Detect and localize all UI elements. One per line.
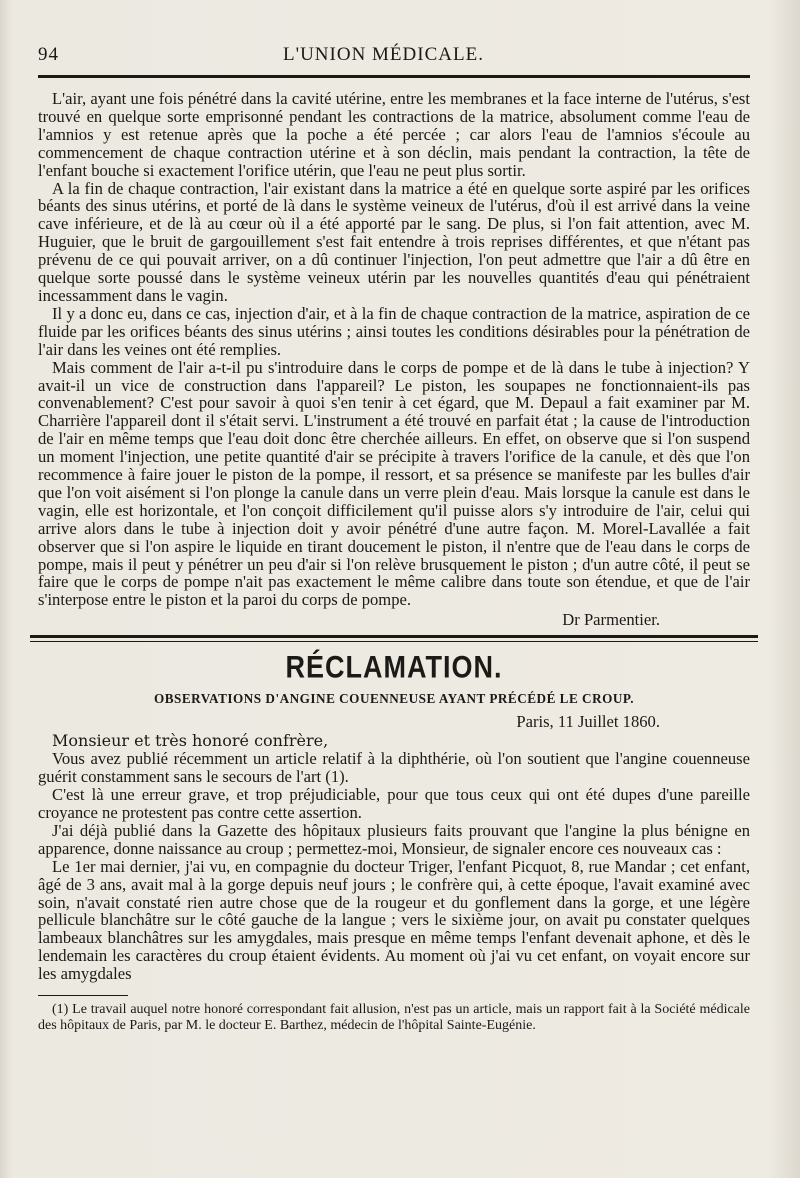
page-number: 94 <box>38 44 59 65</box>
paragraph: C'est là une erreur grave, et trop préjudiciable, pour que tous ceux qui ont été dupes d'une pareille croyance ne protestent pas contre cette assertion. <box>38 785 750 822</box>
section-title: RÉCLAMATION. <box>285 649 503 685</box>
paragraph: Le 1er mai dernier, j'ai vu, en compagnie du docteur Triger, l'enfant Picquot, 8, rue Mandar ; cet enfant, âgé de 3 ans, avait mal à la gorge depuis neuf jours ; le confrère qui, à cette époque, l'avait examiné avec soin, n'avait constaté rien autre chose que de la rougeur et du gonflement dans la gorge, et une légère pellicule blanchâtre sur le côté gauche de la langue ; vers le sixième jour, on avait pu constater quelques lambeaux blanchâtres sur les amygdales, mais presque en même temps l'enfant devenait aphone, et dès le lendemain les caractères du croup étaient évidents. Au moment où j'ai vu cet enfant, on voyait encore sur les amygdales <box>38 856 750 984</box>
letter-salutation: Monsieur et très honoré confrère, <box>52 731 329 751</box>
article-body <box>38 90 750 629</box>
paragraph: Mais comment de l'air a-t-il pu s'introduire dans le corps de pompe et de là dans le tube à injection? Y avait-il un vice de construction dans l'appareil? Le piston, les soupapes ne fonctionnaient-ils pas convenablement? C'est pour savoir à quoi s'en tenir à cet égard, que M. Depaul a fait examiner par M. Charrière l'appareil dont il s'était servi. L'instrument a été trouvé en parfait état ; la cause de l'introduction de l'air en même temps que l'eau doit donc être cherchée ailleurs. En effet, on observe que si l'on suspend un moment l'injection, une petite quantité d'air se précipite à travers l'orifice de la canule, et dès que l'on recommence à faire jouer le piston de la pompe, il ressort, et sa présence se manifeste par les bulles d'air que l'on voit aisément si l'on plonge la canule dans un verre plein d'eau. Mais lorsque la canule est dans le vagin, elle est horizontale, et l'on conçoit difficilement qu'il puisse alors s'y introduire de l'air, celui qui arrive alors dans le tube à injection doit y avoir pénétré d'une autre façon. M. Morel-Lavallée a fait observer que si l'on aspire le liquide en tirant doucement le piston, il n'entre que de l'eau dans le corps de pompe, mais il peut y pénétrer un peu d'air si l'on relève brusquement le piston ; d'un autre côté, il peut se faire que le corps de pompe n'ait pas exactement le même calibre dans toute son étendue, et que de l'air s'interpose entre le piston et la paroi du corps de pompe. <box>38 357 750 610</box>
footnote: (1) Le travail auquel notre honoré correspondant fait allusion, n'est pas un article, mais un rapport fait à la Société médicale des hôpitaux de Paris, par M. le docteur E. Barthez, médecin de l'hôpital Sainte-Eugénie. <box>38 1002 750 1034</box>
paragraph: A la fin de chaque contraction, l'air existant dans la matrice a été en quelque sorte aspiré par les orifices béants des sinus utérins, et porté de là dans le système veineux de l'utérus, d'où il est arrivé dans la veine cave inférieure, et de là au cœur où il a été apporté par le sang. De plus, si l'on fait attention, avec M. Huguier, que le bruit de gargouillement s'est fait entendre à trois reprises différentes, et que n'étant pas prévenu de ce qui pouvait arriver, on a dû continuer l'injection, l'on peut admettre que l'air a dû être en quelque sorte poussé dans le système veineux utérin par les nouvelles quantités d'eau qui pénétraient incessamment dans le vagin. <box>38 178 750 305</box>
footnote-rule <box>38 995 128 996</box>
paragraph: J'ai déjà publié dans la Gazette des hôpitaux plusieurs faits prouvant que l'angine la plus bénigne en apparence, donne naissance au croup ; permettez-moi, Monsieur, de signaler encore ces nouveaux cas : <box>38 820 750 858</box>
paragraph: Il y a donc eu, dans ce cas, injection d'air, et à la fin de chaque contraction de la matrice, aspiration de ce fluide par les orifices béants des sinus utérins ; ainsi toutes les conditions désirables pour la pénétration de l'air dans les veines ont été remplies. <box>38 303 750 359</box>
section-divider <box>30 635 758 642</box>
author-signature: Dr Parmentier. <box>562 610 660 630</box>
reclamation-section <box>38 649 750 984</box>
paragraph: Vous avez publié récemment un article relatif à la diphthérie, où l'on soutient que l'angine couenneuse guérit constamment sans le secours de l'art (1). <box>38 749 750 787</box>
journal-title: L'UNION MÉDICALE. <box>283 44 484 65</box>
section-subtitle: OBSERVATIONS D'ANGINE COUENNEUSE AYANT PRÉCÉDÉ LE CROUP. <box>153 691 635 707</box>
header-rule <box>38 75 750 78</box>
letter-dateline: Paris, 11 Juillet 1860. <box>516 712 660 732</box>
page-header <box>38 44 750 66</box>
paragraph: L'air, ayant une fois pénétré dans la cavité utérine, entre les membranes et la face interne de l'utérus, s'est trouvé en quelque sorte emprisonné pendant les contractions de la matrice, absolument comme l'eau de l'amnios y est retenue après que la poche a été percée ; car alors l'eau de l'amnios s'écoule au commencement de chaque contraction utérine et à son déclin, mais pendant la contraction, la tête de l'enfant bouche si exactement l'orifice utérin, que l'eau ne peut plus sortir. <box>38 89 750 180</box>
